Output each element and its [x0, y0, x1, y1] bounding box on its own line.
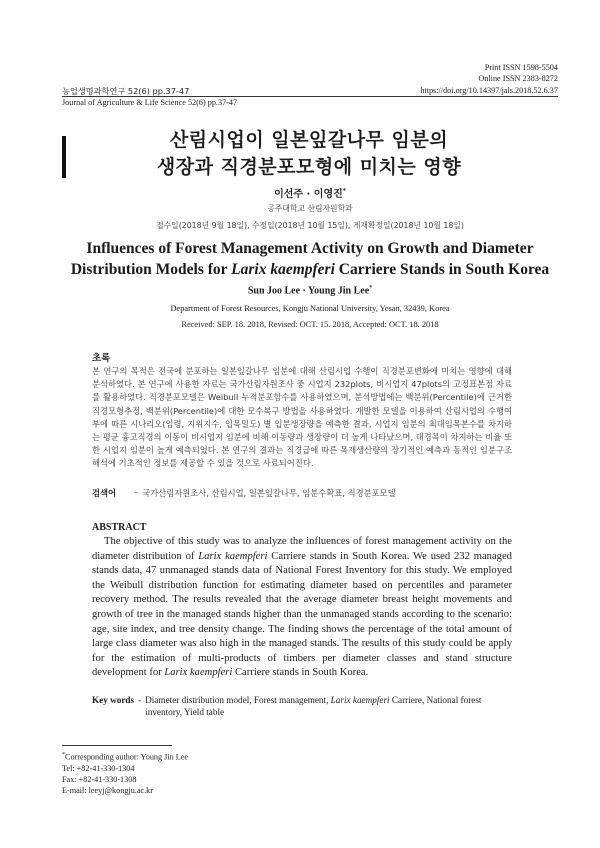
online-issn: Online ISSN 2383-8272	[478, 73, 558, 83]
journal-name-kr: 농업생명과학연구 52(6) pp.37-47	[62, 86, 190, 96]
footnote	[62, 750, 188, 796]
korean-title-line1: 산림시업이 일본잎갈나무 임분의	[169, 129, 449, 151]
english-keywords-label: Key words	[92, 695, 135, 705]
issn-block	[478, 63, 558, 84]
footnote-rule	[62, 745, 172, 746]
corresponding-mark: *	[342, 187, 346, 195]
english-title	[62, 238, 558, 280]
title-accent-bar	[62, 136, 66, 178]
korean-authors: 이선주 · 이영진*	[274, 187, 346, 200]
english-abstract-text: The objective of this study was to analyze the influences of forest management activity on the diameter distribution of Larix kaempferi Carriere stands in South Korea. We used 232 managed stands data, 47 unmanaged stands data of National Forest Inventory for this study. We employed the Weibull distribution function for estimating diameter based on percentiles and parameter recovery method. The results revealed that the average diameter breast height movements and growth of tree in the managed stands higher than the unmanaged stands according to the scenario: age, site index, and tree density change. The finding shows the percentage of the total amount of large class diameter was also high in the managed stands. The results of this study could be apply for the estimation of multi-products of timbers per diameter classes and stand structure development for Larix kaempferi Carriere stands in South Korea.	[92, 536, 512, 679]
species-name: Larix kaempferi	[231, 261, 335, 278]
corresponding-author: *Corresponding author: Young Jin Lee	[62, 752, 189, 762]
korean-abstract-heading: 초록	[92, 353, 111, 364]
english-authors: Sun Joo Lee · Young Jin Lee*	[247, 285, 373, 297]
header-rule	[62, 96, 558, 97]
korean-title	[80, 127, 538, 181]
korean-title-line2: 생장과 직경분포모형에 미치는 영향	[156, 156, 462, 178]
fax: Fax: +82-41-330-1308	[62, 774, 137, 784]
email-link[interactable]: E-mail: leeyj@kongju.ac.kr	[62, 785, 153, 795]
korean-affiliation: 공주대학교 산림자원학과	[267, 204, 353, 213]
corresponding-mark: *	[369, 285, 373, 291]
english-keywords: Key words - Diameter distribution model, Forest management, Larix kaempferi Carriere, National forest inventory, Yield table	[92, 694, 512, 718]
korean-keywords-list: 국가산림자원조사, 산림시업, 일본잎갈나무, 임분수확표, 직경분포모델	[142, 488, 396, 498]
english-affiliation: Department of Forest Resources, Kongju National University, Yesan, 32439, Korea	[170, 304, 450, 313]
korean-keywords: 검색어 – 국가산림자원조사, 산림시업, 일본잎갈나무, 임분수확표, 직경분포모델	[92, 487, 396, 498]
english-title-line1: Influences of Forest Management Activity on Growth and Diameter	[86, 240, 534, 257]
english-keywords-list: Diameter distribution model, Forest management, Larix kaempferi Carriere, National forest inventory, Yield table	[145, 695, 482, 717]
english-dates: Received: SEP. 18. 2018, Revised: OCT. 15. 2018, Accepted: OCT. 18. 2018	[181, 320, 439, 329]
journal-name-en: Journal of Agriculture & Life Science 52(6) pp.37-47	[62, 98, 238, 107]
english-title-line2: Distribution Models for Larix kaempferi Carriere Stands in South Korea	[70, 261, 550, 278]
english-abstract-heading: ABSTRACT	[92, 522, 147, 533]
korean-abstract-text: 본 연구의 목적은 전국에 분포하는 일본잎갈나무 임분에 대해 산림시업 수행이 직경분포변화에 미치는 영향에 대해 분석하였다. 본 연구에 사용한 자료는 국가산림자원조사 중 시업지 232plots, 비시업지 47plots의 고정표본점 자료를 활용하였다. 직경분포모델은 Weibull 누적분포함수를 사용하였으며, 분석방법에는 백분위(Percentile)에 근거한 직경모형추정, 백분위(Percentile)에 대한 모수복구 방법을 사용하였다. 개발한 모델을 이용하여 산림시업의 수행여부에 따른 시나리오(임령, 지위지수, 입목밀도) 별 입분생장량을 예측한 결과, 시업지 임분의 최대임목본수를 차지하는 평균 흉고직경의 이동이 비시업지 임분에 비해 이동량과 생장량이 더 높게 나타났으며, 대경목이 차지하는 비율 또한 시업지 임분이 높게 예측되었다. 본 연구의 결과는 직경급에 따른 목재생산량의 장기적인 예측과 동적인 임분구조 해석에 기초적인 정보를 제공할 수 있을 것으로 사료되어진다.	[92, 366, 512, 469]
korean-keywords-label: 검색어	[92, 488, 117, 498]
print-issn: Print ISSN 1598-5504	[484, 63, 558, 72]
doi-link[interactable]: https://doi.org/10.14397/jals.2018.52.6.37	[420, 86, 558, 95]
korean-dates: 접수일(2018년 9월 18일), 수정일(2018년 10월 15일), 게재확정일(2018년 10월 18일)	[156, 221, 464, 230]
telephone: Tel: +82-41-330-1304	[62, 763, 135, 773]
